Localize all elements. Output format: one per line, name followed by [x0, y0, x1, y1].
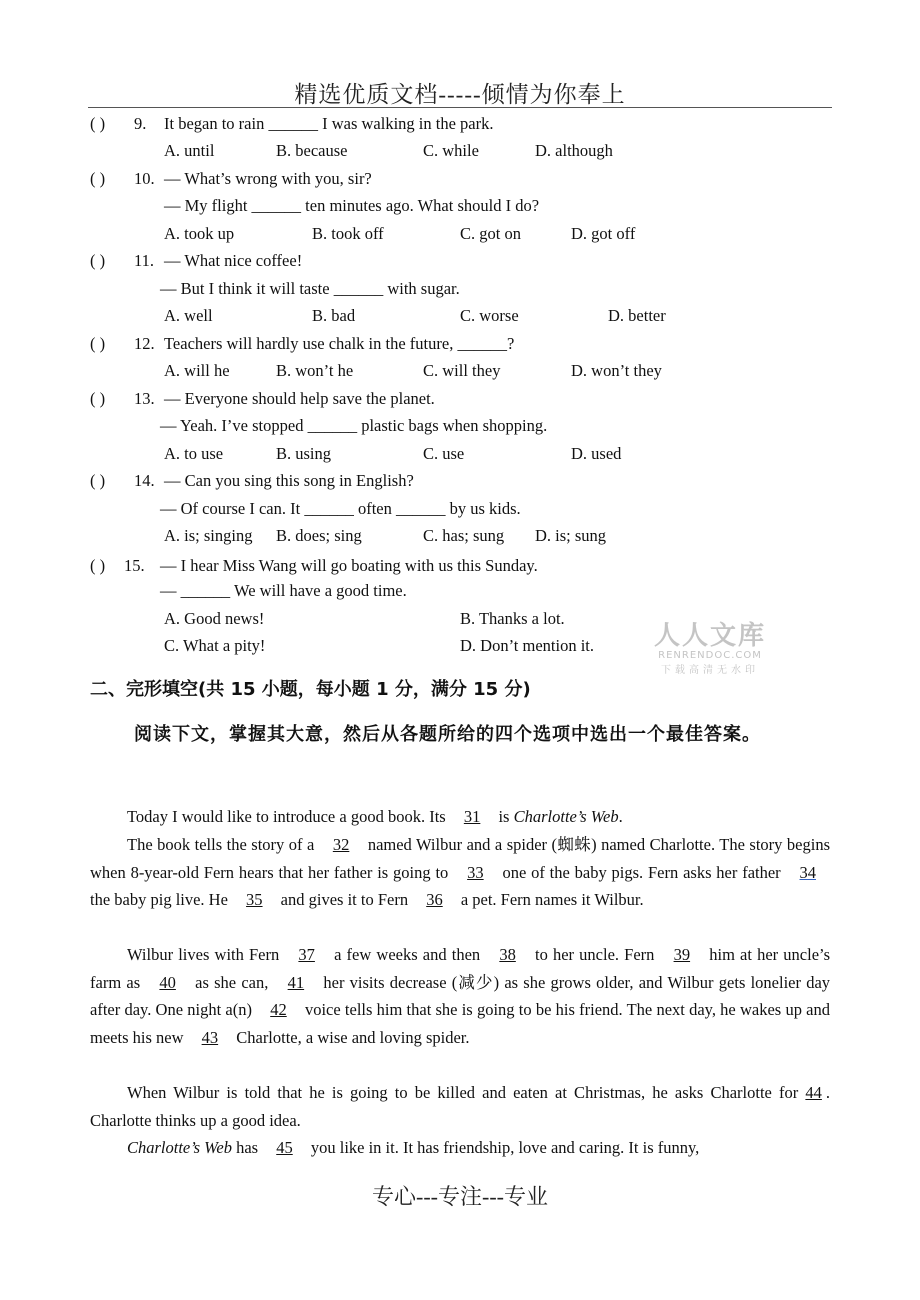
option-a: A. to use: [164, 444, 224, 463]
question-text: — Can you sing this song in English?: [164, 471, 414, 490]
passage-text: her visits decrease (减少) as she grows older, and Wilbur gets lonelier day after day. One night a(n): [90, 972, 831, 1019]
book-title: Charlotte’s Web: [127, 1138, 232, 1157]
question-text: — I hear Miss Wang will go boating with us this Sunday.: [160, 556, 538, 575]
blank-40[interactable]: 40: [159, 972, 176, 992]
question-text: — But I think it will taste ______ with sugar.: [160, 279, 460, 298]
passage-text: Today I would like to introduce a good book. Its: [127, 807, 446, 826]
section-instruction: 阅读下文，掌握其大意，然后从各题所给的四个选项中选出一个最佳答案。: [134, 724, 761, 745]
option-a: A. will he: [164, 361, 230, 380]
option-c: C. while: [423, 141, 479, 160]
passage-text: The book tells the story of a: [127, 835, 315, 854]
option-a: A. until: [164, 141, 215, 160]
passage-text: the baby pig live. He: [90, 890, 228, 909]
option-b: B. does; sing: [276, 526, 362, 545]
option-d: D. although: [535, 141, 613, 160]
question-text: — What nice coffee!: [164, 251, 303, 270]
passage-text: a pet. Fern names it Wilbur.: [460, 890, 644, 909]
option-a: A. is; singing: [164, 526, 253, 545]
passage-text: to her uncle. Fern: [534, 945, 655, 964]
question-text: — Of course I can. It ______ often ______ by us kids.: [160, 499, 521, 518]
blank-37[interactable]: 37: [298, 945, 315, 964]
option-b: B. using: [276, 444, 332, 463]
watermark-title: 人人文库: [653, 621, 766, 651]
passage-text: Charlotte, a wise and loving spider.: [236, 1027, 470, 1047]
answer-paren[interactable]: ( ): [90, 471, 106, 490]
option-a: A. took up: [164, 224, 235, 243]
answer-paren[interactable]: ( ): [90, 251, 106, 270]
blank-41[interactable]: 41: [287, 972, 305, 992]
blank-38[interactable]: 38: [499, 945, 516, 964]
passage-paragraph-2: [90, 831, 830, 914]
option-c: C. use: [423, 444, 465, 463]
option-d: D. is; sung: [535, 526, 607, 545]
option-a: A. well: [164, 306, 213, 325]
question-text: — ______ We will have a good time.: [160, 581, 407, 600]
option-d: D. better: [608, 306, 666, 325]
question-text: — Everyone should help save the planet.: [164, 389, 435, 408]
option-d: D. got off: [571, 224, 636, 243]
option-c: C. has; sung: [423, 526, 505, 545]
blank-45[interactable]: 45: [276, 1138, 293, 1157]
watermark-url: RENRENDOC.COM: [658, 650, 762, 661]
passage-paragraph-3: [90, 941, 830, 1051]
option-d: D. won’t they: [571, 361, 662, 380]
blank-36[interactable]: 36: [426, 890, 443, 909]
question-number: 12.: [134, 334, 155, 353]
question-text: — Yeah. I’ve stopped ______ plastic bags when shopping.: [160, 416, 548, 435]
passage-text: named Wilbur and a spider (蜘蛛) named Charlotte. The story begins when 8-year-old Fern hears that her father is going to: [90, 835, 830, 882]
option-b: B. took off: [312, 224, 384, 243]
question-text: Teachers will hardly use chalk in the future, ______?: [164, 334, 515, 353]
passage-text: one of the baby pigs. Fern asks her father: [502, 862, 781, 882]
passage-paragraph-1: [90, 803, 830, 831]
answer-paren[interactable]: ( ): [90, 334, 106, 353]
blank-32[interactable]: 32: [332, 835, 350, 854]
option-b: B. won’t he: [276, 361, 354, 380]
option-c: C. worse: [460, 306, 519, 325]
passage-text: is: [498, 807, 510, 826]
blank-35[interactable]: 35: [246, 890, 263, 909]
option-b: B. bad: [312, 306, 356, 325]
passage-text: a few weeks and then: [334, 945, 481, 964]
question-text: — What’s wrong with you, sir?: [164, 169, 372, 188]
option-c: C. will they: [423, 361, 501, 380]
question-number: 9.: [134, 114, 147, 133]
answer-paren[interactable]: ( ): [90, 389, 106, 408]
passage-text: .: [618, 807, 623, 826]
option-b: B. because: [276, 141, 348, 160]
passage-text: . Charlotte thinks up a good idea.: [90, 1083, 831, 1130]
passage-text: Wilbur lives with Fern: [127, 945, 280, 964]
header-divider: [88, 107, 832, 108]
question-text: It began to rain ______ I was walking in the park.: [164, 114, 494, 133]
blank-43[interactable]: 43: [201, 1027, 219, 1047]
section-heading: 二、完形填空(共 15 小题，每小题 1 分，满分 15 分): [90, 679, 531, 700]
passage-text: him at her uncle’s farm as: [90, 945, 831, 992]
blank-31[interactable]: 31: [463, 807, 481, 826]
answer-paren[interactable]: ( ): [90, 556, 106, 575]
watermark-subtitle: 下载高清无水印: [661, 665, 759, 676]
passage-text: you like in it. It has friendship, love and caring. It is funny,: [310, 1138, 700, 1157]
question-text: — My flight ______ ten minutes ago. What should I do?: [164, 196, 540, 215]
question-number: 14.: [134, 471, 155, 490]
option-c: C. got on: [460, 224, 521, 243]
passage-text: has: [236, 1138, 259, 1157]
answer-paren[interactable]: ( ): [90, 114, 106, 133]
question-number: 11.: [134, 251, 155, 270]
question-number: 13.: [134, 389, 155, 408]
passage-text: and gives it to Fern: [280, 890, 409, 909]
watermark-logo: [645, 622, 775, 676]
blank-33[interactable]: 33: [467, 862, 484, 882]
option-b: B. Thanks a lot.: [460, 609, 565, 628]
blank-34[interactable]: 34: [799, 862, 816, 882]
blank-44[interactable]: 44: [805, 1083, 822, 1102]
book-title: Charlotte’s Web: [513, 807, 619, 826]
blank-42[interactable]: 42: [270, 1000, 287, 1019]
option-d: D. used: [571, 444, 622, 463]
passage-text: When Wilbur is told that he is going to be killed and eaten at Christmas, he asks Charlotte for: [127, 1083, 799, 1102]
option-d: D. Don’t mention it.: [460, 636, 594, 655]
header-title: 精选优质文档-----倾情为你奉上: [294, 82, 626, 107]
blank-39[interactable]: 39: [673, 945, 691, 964]
passage-paragraph-4: [90, 1079, 830, 1134]
passage-text: voice tells him that she is going to be his friend. The next day, he wakes up and meets his new: [90, 1000, 831, 1047]
question-number: 10.: [134, 169, 155, 188]
passage-paragraph-5: [90, 1134, 830, 1162]
answer-paren[interactable]: ( ): [90, 169, 106, 188]
page-footer: 专心---专注---专业: [372, 1184, 548, 1209]
question-number: 15.: [124, 556, 145, 575]
passage-text: as she can,: [195, 972, 269, 992]
option-c: C. What a pity!: [164, 636, 266, 655]
option-a: A. Good news!: [164, 609, 265, 628]
